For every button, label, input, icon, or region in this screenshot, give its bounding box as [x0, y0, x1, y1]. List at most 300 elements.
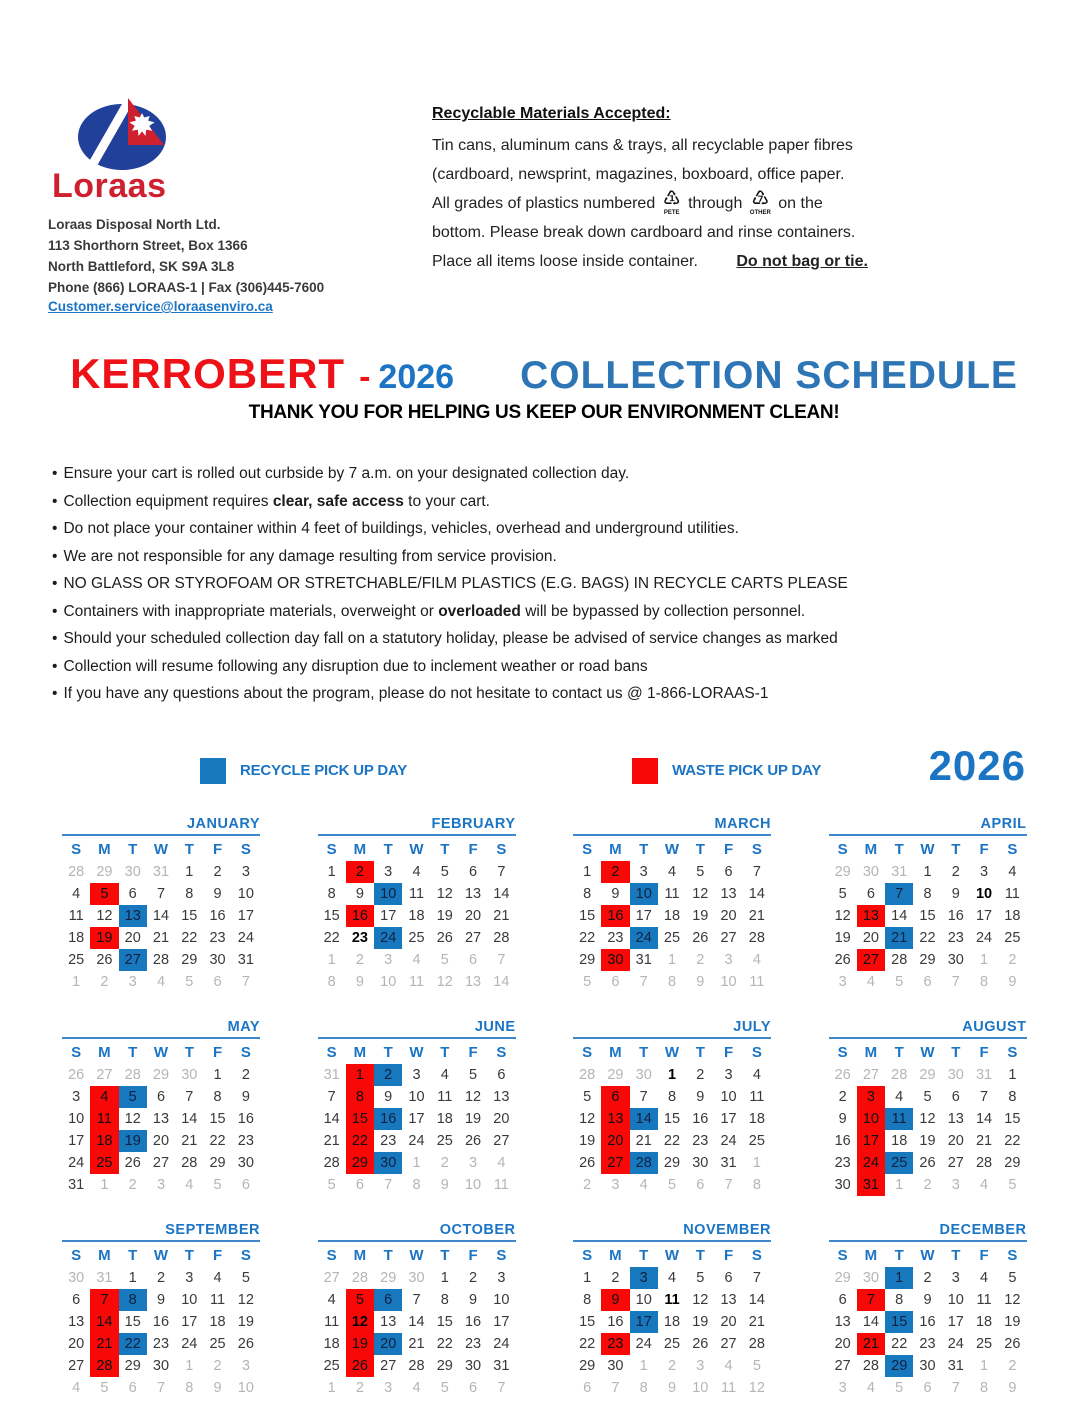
day-cell: 17 — [237, 907, 254, 924]
adjacent-month-day-cell: 9 — [667, 1379, 677, 1396]
day-cell: 2 — [156, 1269, 166, 1286]
day-cell: 10 — [181, 1291, 198, 1308]
weekday-label: S — [751, 840, 762, 858]
weekday-label: M — [98, 840, 111, 858]
day-cell: 20 — [493, 1110, 510, 1127]
adjacent-month-day-cell: 8 — [980, 973, 989, 990]
day-cell: 4 — [440, 1066, 449, 1083]
adjacent-month-day-cell: 2 — [213, 1357, 222, 1374]
adjacent-month-day-cell: 3 — [724, 951, 733, 968]
adjacent-month-day-cell: 29 — [919, 1066, 936, 1083]
instruction-text: NO GLASS OR STYROFOAM OR STRETCHABLE/FILM PLASTICS (E.G. BAGS) IN RECYCLE CARTS PLEASE — [63, 575, 848, 592]
weekday-label: T — [639, 1246, 649, 1264]
adjacent-month-day-cell: 3 — [128, 973, 137, 990]
adjacent-month-day-cell: 28 — [124, 1066, 141, 1083]
bullet-dot: • — [52, 575, 58, 592]
recycle-pickup-day: 21 — [885, 927, 913, 949]
day-cell: 10 — [408, 1088, 425, 1105]
adjacent-month-day-cell: 4 — [980, 1176, 989, 1193]
day-cell: 15 — [181, 907, 198, 924]
instruction-text: Should your scheduled collection day fall on a statutory holiday, please be advised of service changes as marked — [63, 630, 838, 647]
day-cell: 9 — [213, 885, 222, 902]
instructions-list — [52, 460, 972, 708]
waste-pickup-day: 3 — [857, 1086, 885, 1108]
waste-pickup-day: 27 — [857, 949, 885, 971]
adjacent-month-day-cell: 3 — [156, 1176, 166, 1193]
day-cell: 18 — [68, 929, 85, 946]
day-cell: 27 — [493, 1132, 510, 1149]
day-cell: 12 — [692, 1291, 709, 1308]
weekday-label: T — [128, 840, 138, 858]
weekday-label: F — [979, 1246, 989, 1264]
adjacent-month-day-cell: 28 — [579, 1066, 596, 1083]
title-suffix: COLLECTION SCHEDULE — [520, 354, 1018, 397]
adjacent-month-day-cell: 2 — [440, 1154, 449, 1171]
day-cell: 28 — [181, 1154, 198, 1171]
day-cell: 4 — [895, 1088, 904, 1105]
day-cell: 10 — [947, 1291, 964, 1308]
day-cell: 18 — [408, 907, 425, 924]
weekday-label: F — [979, 840, 989, 858]
day-cell: 18 — [209, 1313, 226, 1330]
day-cell: 7 — [327, 1088, 336, 1105]
weekday-label: S — [1007, 1043, 1018, 1061]
day-cell: 6 — [128, 885, 137, 902]
adjacent-month-day-cell: 31 — [975, 1066, 993, 1083]
adjacent-month-day-cell: 7 — [497, 951, 506, 968]
company-block — [48, 95, 438, 316]
calendar-december — [829, 1222, 1027, 1399]
day-cell: 19 — [237, 1313, 254, 1330]
day-cell: 24 — [408, 1132, 425, 1149]
bullet-dot: • — [52, 465, 58, 482]
weekday-label: S — [751, 1246, 762, 1264]
adjacent-month-day-cell: 1 — [412, 1154, 421, 1171]
weekday-label: S — [837, 840, 848, 858]
waste-pickup-day: 16 — [346, 905, 374, 927]
weekday-label: M — [98, 1246, 111, 1264]
day-cell: 24 — [68, 1154, 85, 1171]
day-cell: 23 — [351, 929, 368, 946]
weekday-label: T — [184, 840, 194, 858]
day-cell: 11 — [1004, 885, 1020, 902]
adjacent-month-day-cell: 30 — [124, 863, 141, 880]
waste-pickup-day: 13 — [601, 1108, 629, 1130]
day-cell: 17 — [408, 1110, 425, 1127]
weekday-header-row — [573, 1244, 771, 1267]
day-cell: 18 — [891, 1132, 908, 1149]
day-cell: 12 — [692, 885, 709, 902]
day-cell: 20 — [124, 929, 141, 946]
day-cell: 26 — [436, 929, 453, 946]
day-cell: 8 — [1008, 1088, 1017, 1105]
adjacent-month-day-cell: 7 — [724, 1176, 733, 1193]
weekday-label: M — [864, 1246, 878, 1264]
day-cell: 22 — [1004, 1132, 1021, 1149]
day-cell: 28 — [152, 951, 170, 968]
weekday-label: W — [664, 840, 680, 858]
adjacent-month-day-cell: 7 — [156, 1379, 166, 1396]
adjacent-month-day-cell: 31 — [323, 1066, 340, 1083]
page-header — [0, 0, 1088, 316]
adjacent-month-day-cell: 27 — [323, 1269, 340, 1286]
day-cell: 20 — [720, 907, 737, 924]
weekday-label: M — [609, 840, 622, 858]
adjacent-month-day-cell: 1 — [327, 951, 336, 968]
day-cell: 23 — [834, 1154, 851, 1171]
day-cell: 2 — [469, 1269, 478, 1286]
weekday-label: T — [128, 1043, 138, 1061]
calendar-year-badge: 2026 — [928, 741, 1026, 789]
weekday-label: S — [1007, 1246, 1018, 1264]
month-title-rule — [62, 1037, 260, 1039]
day-cell: 1 — [923, 863, 932, 880]
day-cell: 28 — [323, 1154, 340, 1171]
day-cell: 23 — [209, 929, 226, 946]
day-cell: 29 — [181, 951, 198, 968]
waste-pickup-day: 2 — [346, 861, 374, 883]
day-cell: 31 — [493, 1357, 510, 1374]
day-cell: 15 — [663, 1110, 681, 1127]
day-cell: 14 — [891, 907, 908, 924]
adjacent-month-day-cell: 8 — [185, 1379, 194, 1396]
weekday-label: W — [153, 1043, 169, 1061]
adjacent-month-day-cell: 1 — [72, 973, 81, 990]
day-cell: 15 — [579, 1313, 596, 1330]
adjacent-month-day-cell: 4 — [752, 951, 761, 968]
day-cell: 30 — [152, 1357, 170, 1374]
day-cell: 19 — [834, 929, 851, 946]
day-cell: 9 — [838, 1110, 847, 1127]
month-title-rule — [62, 834, 260, 836]
day-cell: 22 — [919, 929, 936, 946]
recyclable-line1: Tin cans, aluminum cans & trays, all recyclable paper fibres — [432, 137, 853, 154]
adjacent-month-day-cell: 5 — [440, 951, 449, 968]
adjacent-month-day-cell: 4 — [412, 951, 421, 968]
month-title-rule — [573, 1240, 771, 1242]
day-cell: 13 — [834, 1313, 851, 1330]
day-cell: 9 — [384, 1088, 393, 1105]
day-cell: 26 — [96, 951, 113, 968]
weekday-label: W — [409, 840, 424, 858]
day-cell: 14 — [323, 1110, 340, 1127]
adjacent-month-day-cell: 2 — [128, 1176, 137, 1193]
day-cell: 19 — [464, 1110, 482, 1127]
adjacent-month-day-cell: 12 — [748, 1379, 765, 1396]
day-cell: 30 — [464, 1357, 482, 1374]
month-days — [829, 1267, 1027, 1399]
day-cell: 22 — [579, 1335, 596, 1352]
day-cell: 8 — [667, 1088, 677, 1105]
day-cell: 2 — [923, 1269, 932, 1286]
day-cell: 14 — [975, 1110, 993, 1127]
day-cell: 7 — [752, 1269, 761, 1286]
recycle-pickup-day: 10 — [374, 883, 402, 905]
recycle-pickup-day: 5 — [119, 1086, 147, 1108]
company-address-line: Phone (866) LORAAS-1 | Fax (306)445-7600 — [48, 280, 325, 295]
day-cell: 5 — [696, 863, 705, 880]
weekday-label: T — [951, 1043, 961, 1061]
adjacent-month-day-cell: 30 — [862, 1269, 879, 1286]
month-title-rule — [62, 1240, 260, 1242]
waste-pickup-day: 17 — [857, 1130, 885, 1152]
day-cell: 14 — [748, 1291, 765, 1308]
weekday-header-row — [829, 838, 1027, 861]
month-title: JUNE — [474, 1018, 516, 1035]
day-cell: 25 — [663, 929, 681, 946]
company-address-line: 113 Shorthorn Street, Box 1366 — [48, 238, 248, 253]
day-cell: 7 — [980, 1088, 989, 1105]
adjacent-month-day-cell: 1 — [327, 1379, 336, 1396]
day-cell: 26 — [464, 1132, 482, 1149]
customer-service-email-link[interactable]: Customer.service@loraasenviro.ca — [48, 299, 273, 314]
day-cell: 10 — [720, 1088, 737, 1105]
adjacent-month-day-cell: 10 — [237, 1379, 254, 1396]
adjacent-month-day-cell: 7 — [951, 973, 960, 990]
day-cell: 28 — [748, 1335, 765, 1352]
day-cell: 18 — [663, 1313, 681, 1330]
weekday-label: W — [920, 1043, 935, 1061]
weekday-label: S — [240, 840, 251, 858]
weekday-label: M — [609, 1246, 622, 1264]
day-cell: 19 — [692, 1313, 709, 1330]
day-cell: 21 — [748, 1313, 765, 1330]
adjacent-month-day-cell: 8 — [639, 1379, 648, 1396]
adjacent-month-day-cell: 12 — [436, 973, 453, 990]
weekday-label: S — [71, 1043, 82, 1061]
adjacent-month-day-cell: 7 — [241, 973, 250, 990]
day-cell: 16 — [607, 1313, 624, 1330]
adjacent-month-day-cell: 6 — [355, 1176, 364, 1193]
weekday-label: T — [894, 1043, 904, 1061]
day-cell: 25 — [68, 951, 85, 968]
recyclable-heading: Recyclable Materials Accepted: — [432, 105, 671, 122]
day-cell: 12 — [579, 1110, 596, 1127]
day-cell: 8 — [213, 1088, 222, 1105]
adjacent-month-day-cell: 2 — [923, 1176, 932, 1193]
day-cell: 1 — [583, 1269, 592, 1286]
day-cell: 24 — [975, 929, 993, 946]
weekday-label: S — [837, 1043, 848, 1061]
recyclable-line3-pre: All grades of plastics numbered — [432, 195, 656, 212]
weekday-label: T — [184, 1246, 194, 1264]
day-cell: 1 — [667, 1066, 677, 1083]
day-cell: 15 — [919, 907, 936, 924]
recyclable-line2: (cardboard, newsprint, magazines, boxboard, office paper. — [432, 166, 845, 183]
adjacent-month-day-cell: 28 — [351, 1269, 368, 1286]
day-cell: 18 — [1004, 907, 1021, 924]
waste-pickup-day: 30 — [601, 949, 629, 971]
adjacent-month-day-cell: 13 — [464, 973, 482, 990]
day-cell: 27 — [464, 929, 482, 946]
adjacent-month-day-cell: 11 — [721, 1379, 737, 1396]
day-cell: 11 — [664, 1291, 680, 1308]
calendar-grid — [62, 816, 1030, 1399]
day-cell: 16 — [464, 1313, 482, 1330]
day-cell: 12 — [124, 1110, 141, 1127]
day-cell: 5 — [469, 1066, 478, 1083]
day-cell: 21 — [635, 1132, 652, 1149]
day-cell: 8 — [895, 1291, 904, 1308]
day-cell: 24 — [181, 1335, 198, 1352]
instruction-text: Ensure your cart is rolled out curbside by 7 a.m. on your designated collection day. — [63, 465, 630, 482]
bullet-dot: • — [52, 630, 58, 647]
adjacent-month-day-cell: 5 — [327, 1176, 336, 1193]
weekday-label: T — [440, 1043, 450, 1061]
day-cell: 23 — [380, 1132, 397, 1149]
month-title: DECEMBER — [939, 1221, 1027, 1238]
recycle-pickup-day: 25 — [885, 1152, 913, 1174]
waste-pickup-day: 14 — [90, 1311, 118, 1333]
day-cell: 1 — [583, 863, 592, 880]
day-cell: 28 — [408, 1357, 425, 1374]
day-cell: 31 — [720, 1154, 737, 1171]
weekday-label: T — [951, 840, 961, 858]
instruction-text: If you have any questions about the program, please do not hesitate to contact us @ 1-866-LORAAS-1 — [63, 685, 769, 702]
waste-pickup-day: 21 — [857, 1333, 885, 1355]
adjacent-month-day-cell: 1 — [667, 951, 677, 968]
day-cell: 9 — [241, 1088, 250, 1105]
day-cell: 11 — [68, 907, 84, 924]
day-cell: 6 — [951, 1088, 960, 1105]
waste-pickup-day: 31 — [857, 1174, 885, 1196]
day-cell: 4 — [72, 885, 81, 902]
adjacent-month-day-cell: 2 — [696, 951, 705, 968]
loraas-logo-wordmark: Loraas — [52, 167, 167, 205]
recycle-pickup-day: 1 — [885, 1267, 913, 1289]
day-cell: 10 — [975, 885, 993, 902]
day-cell: 25 — [1004, 929, 1021, 946]
bullet-dot: • — [52, 657, 58, 675]
weekday-label: S — [496, 1043, 507, 1061]
day-cell: 27 — [380, 1357, 397, 1374]
weekday-header-row — [318, 1244, 516, 1267]
day-cell: 12 — [464, 1088, 482, 1105]
day-cell: 22 — [891, 1335, 908, 1352]
day-cell: 29 — [919, 951, 936, 968]
weekday-label: M — [353, 1043, 367, 1061]
day-cell: 24 — [635, 1335, 652, 1352]
day-cell: 20 — [947, 1132, 964, 1149]
month-title-rule — [573, 834, 771, 836]
day-cell: 16 — [834, 1132, 851, 1149]
waste-pickup-day: 26 — [346, 1355, 374, 1377]
weekday-label: S — [326, 840, 337, 858]
day-cell: 2 — [213, 863, 222, 880]
adjacent-month-day-cell: 31 — [152, 863, 170, 880]
day-cell: 19 — [579, 1132, 596, 1149]
day-cell: 4 — [667, 863, 677, 880]
waste-pickup-day: 12 — [346, 1311, 374, 1333]
adjacent-month-day-cell: 31 — [96, 1269, 113, 1286]
day-cell: 15 — [124, 1313, 141, 1330]
weekday-label: M — [98, 1043, 111, 1061]
recycle-swatch-icon — [200, 758, 226, 784]
day-cell: 19 — [692, 907, 709, 924]
month-title-rule — [318, 1037, 516, 1039]
adjacent-month-day-cell: 5 — [1008, 1176, 1017, 1193]
waste-pickup-day: 15 — [346, 1108, 374, 1130]
day-cell: 1 — [128, 1269, 137, 1286]
waste-pickup-day: 13 — [857, 905, 885, 927]
day-cell: 26 — [237, 1335, 254, 1352]
day-cell: 5 — [838, 885, 847, 902]
recyclable-materials-block — [432, 95, 972, 316]
weekday-label: T — [440, 840, 450, 858]
day-cell: 9 — [923, 1291, 932, 1308]
day-cell: 26 — [692, 1335, 709, 1352]
day-cell: 21 — [152, 929, 170, 946]
weekday-label: S — [326, 1043, 337, 1061]
adjacent-month-day-cell: 6 — [469, 951, 478, 968]
day-cell: 6 — [866, 885, 875, 902]
day-cell: 25 — [408, 929, 425, 946]
weekday-label: T — [695, 1043, 705, 1061]
day-cell: 12 — [436, 885, 453, 902]
recycle-pickup-day: 30 — [374, 1152, 402, 1174]
weekday-label: S — [71, 1246, 82, 1264]
weekday-label: F — [979, 1043, 989, 1061]
bullet-dot: • — [52, 602, 58, 620]
weekday-header-row — [829, 1244, 1027, 1267]
day-cell: 24 — [237, 929, 254, 946]
adjacent-month-day-cell: 3 — [611, 1176, 620, 1193]
day-cell: 7 — [497, 863, 506, 880]
day-cell: 31 — [68, 1176, 85, 1193]
adjacent-month-day-cell: 9 — [440, 1176, 449, 1193]
instruction-item — [52, 488, 972, 516]
plastic-1-pete-icon: ♳ PETE — [662, 188, 681, 216]
calendar-february — [318, 816, 516, 993]
weekday-label: S — [837, 1246, 848, 1264]
weekday-label: S — [71, 840, 82, 858]
instruction-item — [52, 653, 972, 681]
adjacent-month-day-cell: 11 — [749, 973, 765, 990]
adjacent-month-day-cell: 29 — [152, 1066, 170, 1083]
month-title: JANUARY — [186, 815, 260, 832]
day-cell: 6 — [724, 1269, 733, 1286]
weekday-label: W — [920, 840, 935, 858]
day-cell: 3 — [724, 1066, 733, 1083]
weekday-header-row — [318, 1041, 516, 1064]
recycle-pickup-day: 22 — [119, 1333, 147, 1355]
day-cell: 23 — [152, 1335, 170, 1352]
instruction-item — [52, 543, 972, 571]
day-cell: 30 — [919, 1357, 936, 1374]
day-cell: 21 — [408, 1335, 425, 1352]
adjacent-month-day-cell: 30 — [947, 1066, 964, 1083]
day-cell: 3 — [980, 863, 989, 880]
instruction-item — [52, 515, 972, 543]
day-cell: 30 — [607, 1357, 624, 1374]
day-cell: 23 — [692, 1132, 709, 1149]
waste-pickup-day: 28 — [90, 1355, 118, 1377]
day-cell: 18 — [748, 1110, 765, 1127]
weekday-label: S — [582, 840, 593, 858]
bullet-dot: • — [52, 520, 58, 537]
recycle-pickup-day: 17 — [630, 1311, 658, 1333]
instruction-text: Containers with inappropriate materials, overweight or — [63, 602, 439, 620]
adjacent-month-day-cell: 5 — [100, 1379, 109, 1396]
day-cell: 9 — [355, 885, 364, 902]
instruction-text: Do not place your container within 4 feet of buildings, vehicles, overhead and underground utilities. — [63, 520, 739, 537]
title-dash: - — [359, 358, 371, 396]
adjacent-month-day-cell: 2 — [1008, 1357, 1017, 1374]
month-title: SEPTEMBER — [165, 1221, 260, 1238]
adjacent-month-day-cell: 1 — [185, 1357, 194, 1374]
recycle-pickup-day: 28 — [630, 1152, 658, 1174]
day-cell: 20 — [152, 1132, 170, 1149]
